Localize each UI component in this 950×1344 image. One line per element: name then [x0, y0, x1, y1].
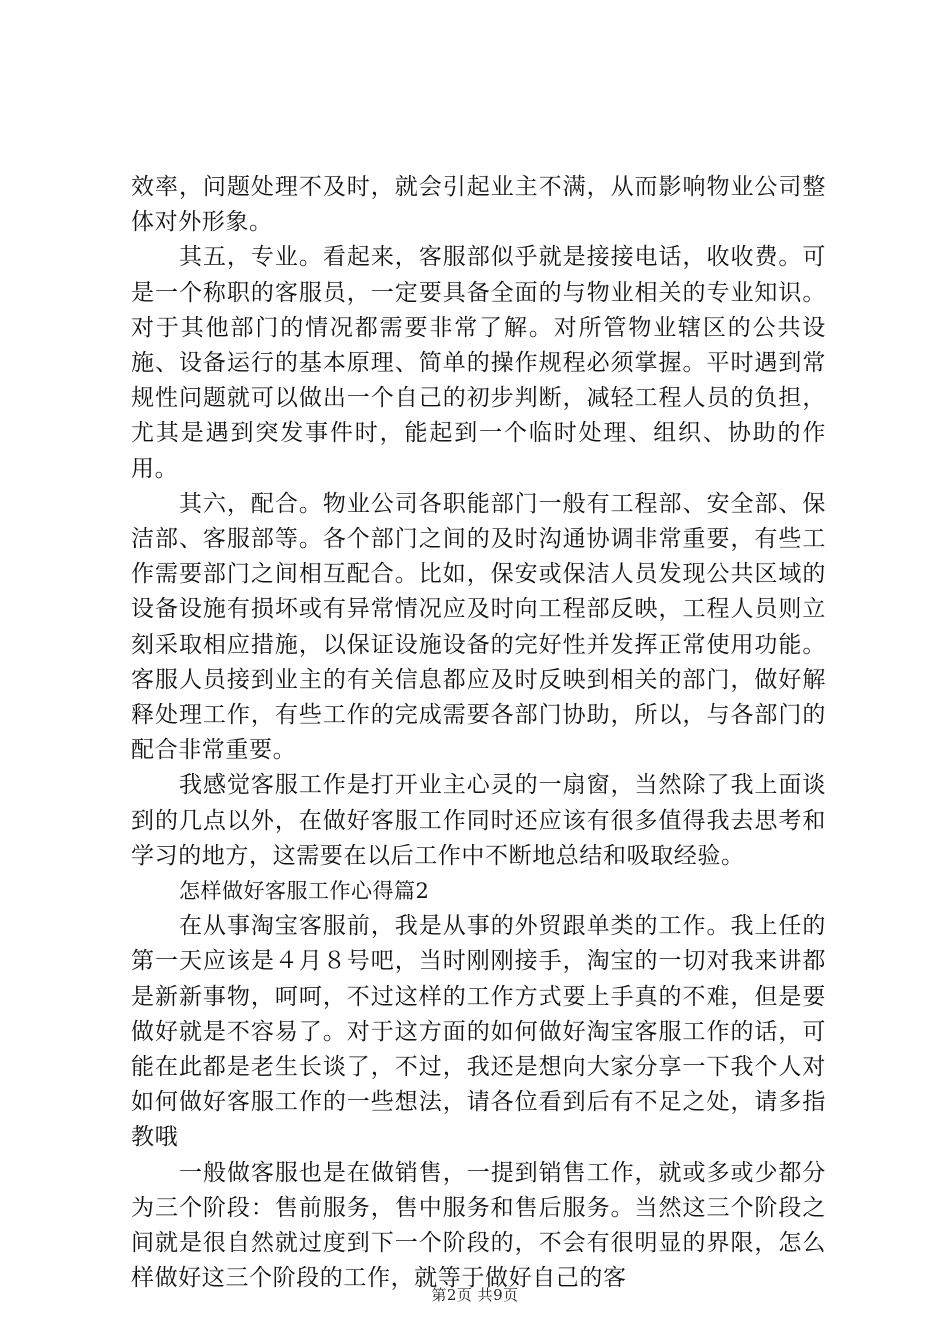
paragraph-5: 在从事淘宝客服前，我是从事的外贸跟单类的工作。我上任的第一天应该是４月８号吧，当时刚刚接手，淘宝的一切对我来讲都是新新事物，呵呵，不过这样的工作方式要上手真的不难，但是要做好就是不容易了。对于这方面的如何做好淘宝客服工作的话，可能在此都是老生长谈了，不过，我还是想向大家分享一下我个人对如何做好客服工作的一些想法，请各位看到后有不足之处，请多指教哦 [131, 913, 826, 1151]
section-heading: 怎样做好客服工作心得篇2 [179, 879, 430, 904]
page-footer: 第2页 共9页 [431, 1286, 519, 1304]
paragraph-6: 一般做客服也是在做销售，一提到销售工作，就或多或少都分为三个阶段：售前服务，售中服务和售后服务。当然这三个阶段之间就是很自然就过度到下一个阶段的，不会有很明显的界限，怎么样做好这三个阶段的工作，就等于做好自己的客 [131, 1159, 826, 1292]
paragraph-2: 其五，专业。看起来，客服部似乎就是接接电话，收收费。可是一个称职的客服员，一定要具备全面的与物业相关的专业知识。对于其他部门的情况都需要非常了解。对所管物业辖区的公共设施、设备运行的基本原理、简单的操作规程必须掌握。平时遇到常规性问题就可以做出一个自己的初步判断，减轻工程人员的负担，尤其是遇到突发事件时，能起到一个临时处理、组织、协助的作用。 [131, 244, 826, 482]
document-body [131, 170, 826, 1297]
paragraph-1: 效率，问题处理不及时，就会引起业主不满，从而影响物业公司整体对外形象。 [131, 174, 826, 236]
paragraph-4: 我感觉客服工作是打开业主心灵的一扇窗，当然除了我上面谈到的几点以外，在做好客服工作同时还应该有很多值得我去思考和学习的地方，这需要在以后工作中不断地总结和吸取经验。 [131, 772, 826, 869]
paragraph-3: 其六，配合。物业公司各职能部门一般有工程部、安全部、保洁部、客服部等。各个部门之间的及时沟通协调非常重要，有些工作需要部门之间相互配合。比如，保安或保洁人员发现公共区域的设备设施有损坏或有异常情况应及时向工程部反映，工程人员则立刻采取相应措施，以保证设施设备的完好性并发挥正常使用功能。客服人员接到业主的有关信息都应及时反映到相关的部门，做好解释处理工作，有些工作的完成需要各部门协助，所以，与各部门的配合非常重要。 [131, 490, 826, 764]
